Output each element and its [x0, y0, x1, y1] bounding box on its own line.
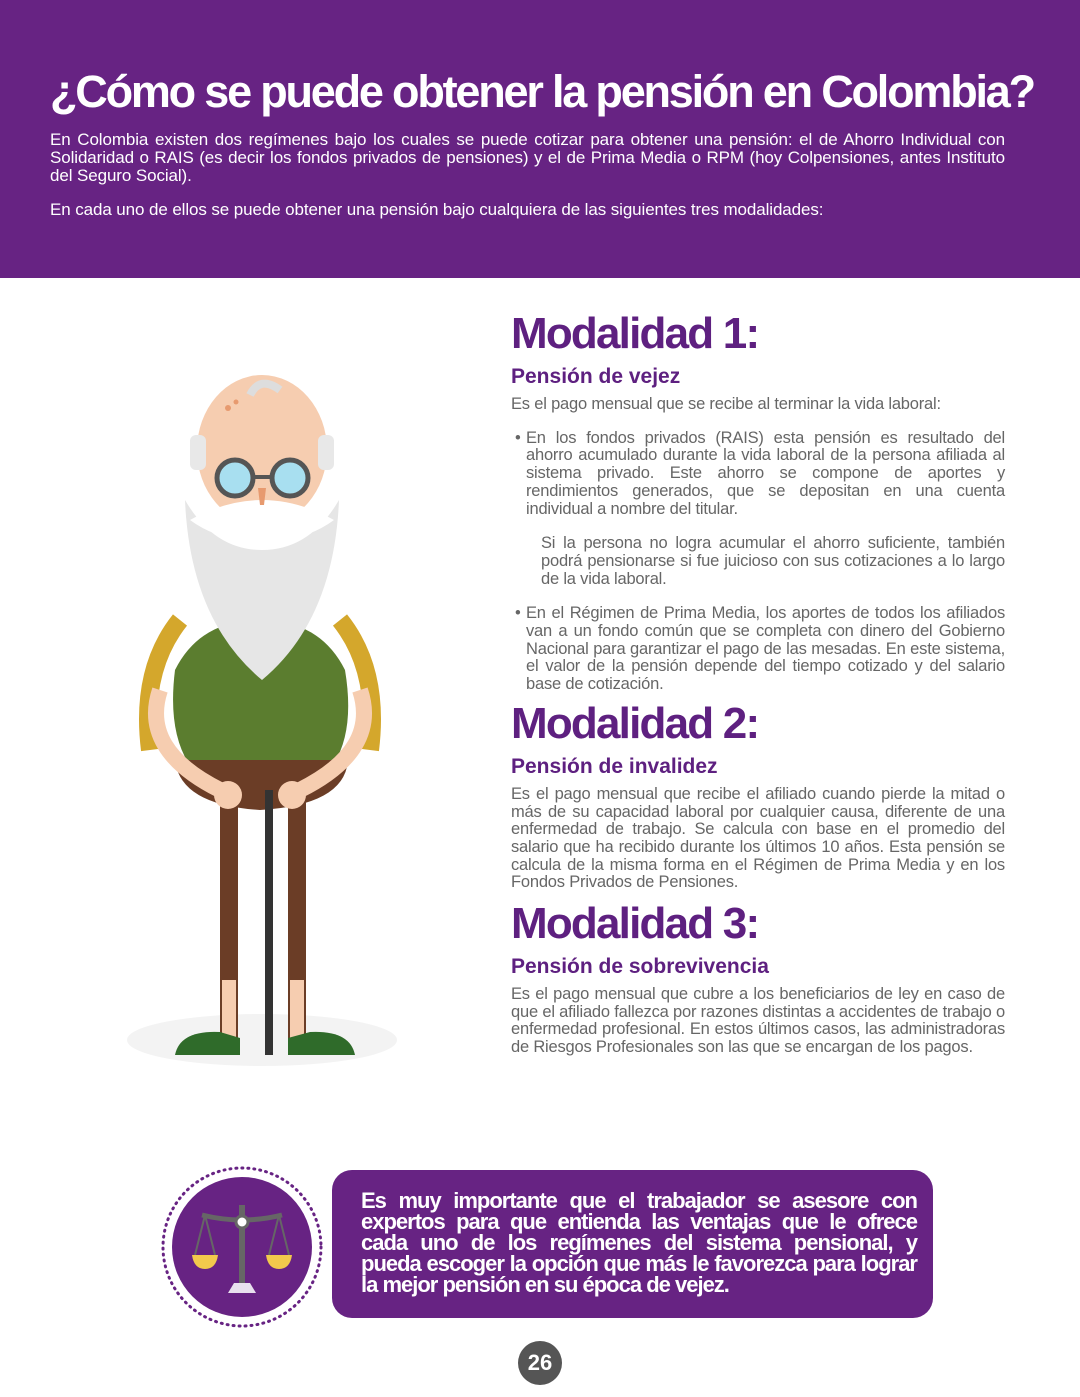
scales-icon [160, 1165, 325, 1330]
modality-3 [511, 898, 1005, 1057]
modality-subtitle: Pensión de vejez [511, 365, 681, 388]
header-banner [0, 0, 1080, 278]
modality-intro: Es el pago mensual que se recibe al terminar la vida laboral: [511, 395, 941, 413]
modality-1 [511, 308, 1005, 694]
old-man-illustration [120, 370, 410, 1080]
page-title: ¿Cómo se puede obtener la pensión en Colombia? [50, 66, 1034, 117]
bullet-item: • En el Régimen de Prima Media, los aportes de todos los afiliados van a un fondo común que se completa con dinero del Gobierno Nacional para garantizar el pago de las mesadas. En este sistema, el valor de la pensión depende del tiempo cotizado y del salario base de cotización. [526, 605, 1005, 694]
callout-text: Es muy importante que el trabajador se asesore con expertos para que entienda las ventajas que le ofrece cada uno de los regímenes del sistema pensional, y pueda escoger la opción que más le favorezca para lograr la mejor pensión en su época de vejez. [361, 1188, 917, 1297]
modality-title: Modalidad 3: [511, 899, 759, 949]
modality-bullets [511, 430, 1005, 694]
modality-text: Es el pago mensual que recibe el afiliado cuando pierde la mitad o más de su capacidad laboral por cualquier causa, diferente de una enfermedad de trabajo. Se calcula con base en el promedio del salario que ha recibido durante los últimos 10 años. Esta pensión se calcula de la misma forma en el Régimen de Prima Media y en los Fondos Privados de Pensiones. [511, 784, 1005, 892]
modality-title: Modalidad 2: [511, 698, 759, 748]
modality-subtitle: Pensión de invalidez [511, 754, 718, 778]
bullet-extra: Si la persona no logra acumular el ahorro suficiente, también podrá pensionarse si fue juicioso con sus cotizaciones a lo largo de la vida laboral. [541, 534, 1005, 588]
intro-paragraph-2: En cada uno de ellos se puede obtener una pensión bajo cualquiera de las siguientes tres modalidades: [50, 200, 824, 219]
bullet-item: • En los fondos privados (RAIS) esta pensión es resultado del ahorro acumulado durante la vida laboral de la persona afiliada al sistema privado. Este ahorro se compone de aportes y rendimientos generados, que se depositan en una cuenta individual a nombre del titular. [526, 430, 1005, 519]
intro-paragraph: En Colombia existen dos regímenes bajo los cuales se puede cotizar para obtener una pensión: el de Ahorro Individual con Solidaridad o RAIS (es decir los fondos privados de pensiones) y el de Prima Media o RPM (hoy Colpensiones, antes Instituto del Seguro Social). [50, 130, 1005, 185]
modality-title: Modalidad 1: [511, 309, 759, 358]
modality-2 [511, 698, 1005, 892]
modality-text: Es el pago mensual que cubre a los beneficiarios de ley en caso de que el afiliado fallezca por razones distintas a accidentes de trabajo o enfermedad profesional. En estos últimos casos, las administradoras de Riesgos Profesionales son las que se encargan de los pagos. [511, 985, 1005, 1057]
advice-callout [332, 1170, 933, 1318]
modality-subtitle: Pensión de sobrevivencia [511, 955, 769, 979]
page-number: 26 [518, 1341, 562, 1385]
modalities-column [511, 308, 1005, 1057]
